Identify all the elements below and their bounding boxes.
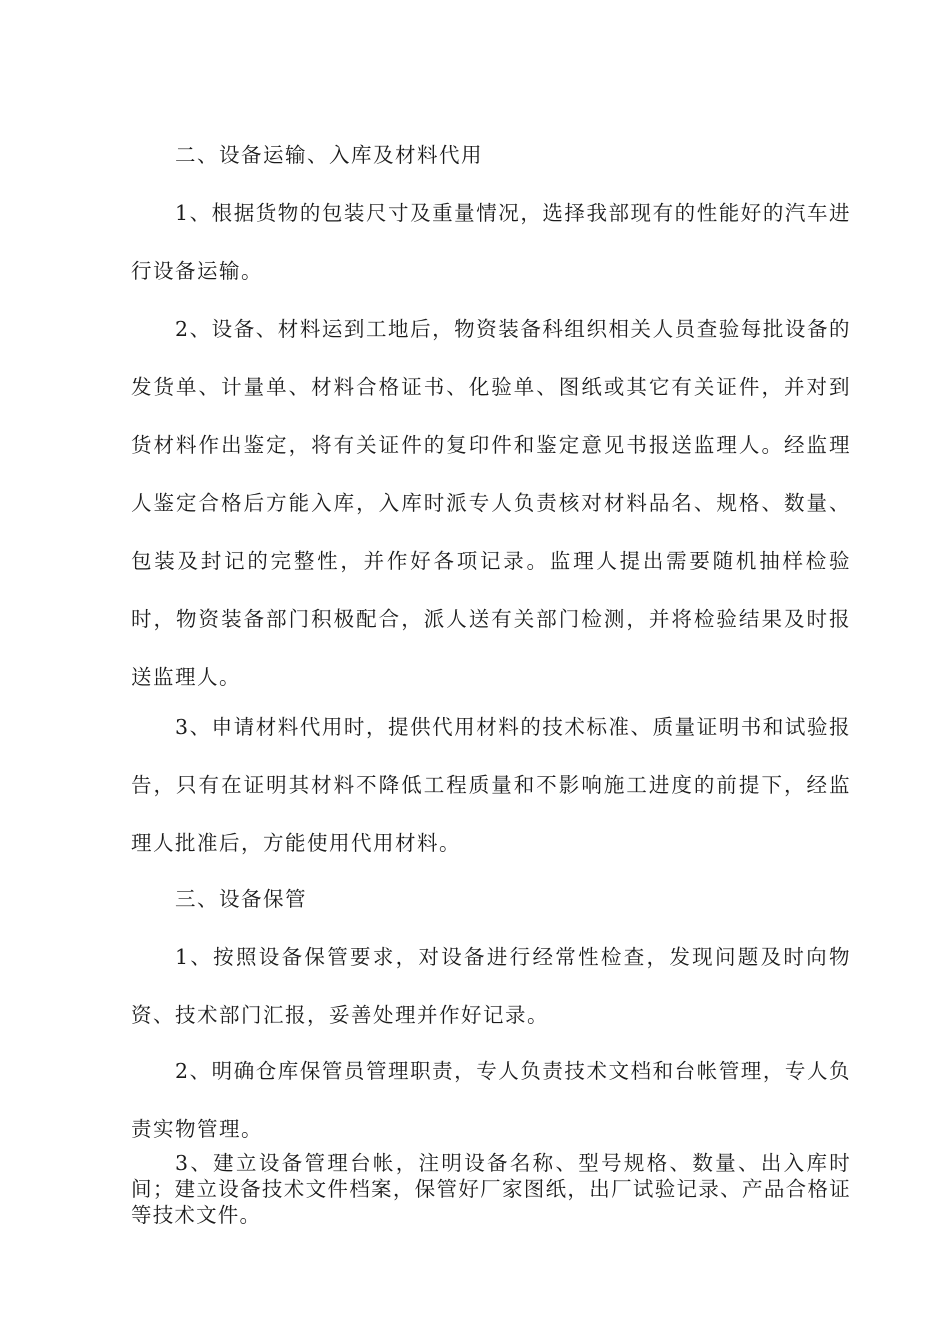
section-heading-storage: 三、设备保管 <box>175 887 307 911</box>
paragraph-storage-3: 3、建立设备管理台帐，注明设备名称、型号规格、数量、出入库时间；建立设备技术文件档案，保管好厂家图纸，出厂试验记录、产品合格证等技术文件。 <box>131 1151 851 1227</box>
paragraph-storage-2: 2、明确仓库保管员管理职责，专人负责技术文档和台帐管理，专人负责实物管理。 <box>131 1059 851 1141</box>
section-heading-transport: 二、设备运输、入库及材料代用 <box>175 143 483 167</box>
paragraph-transport-2: 2、设备、材料运到工地后，物资装备科组织相关人员查验每批设备的发货单、计量单、材料合格证书、化验单、图纸或其它有关证件，并对到货材料作出鉴定，将有关证件的复印件和鉴定意见书报送监理人。经监理人鉴定合格后方能入库，入库时派专人负责核对材料品名、规格、数量、包装及封记的完整性，并作好各项记录。监理人提出需要随机抽样检验时，物资装备部门积极配合，派人送有关部门检测，并将检验结果及时报送监理人。 <box>131 317 851 689</box>
paragraph-transport-1: 1、根据货物的包装尺寸及重量情况，选择我部现有的性能好的汽车进行设备运输。 <box>131 201 851 283</box>
paragraph-transport-3: 3、申请材料代用时，提供代用材料的技术标准、质量证明书和试验报告，只有在证明其材料不降低工程质量和不影响施工进度的前提下，经监理人批准后，方能使用代用材料。 <box>131 715 851 855</box>
paragraph-storage-1: 1、按照设备保管要求，对设备进行经常性检查，发现问题及时向物资、技术部门汇报，妥善处理并作好记录。 <box>131 945 851 1027</box>
